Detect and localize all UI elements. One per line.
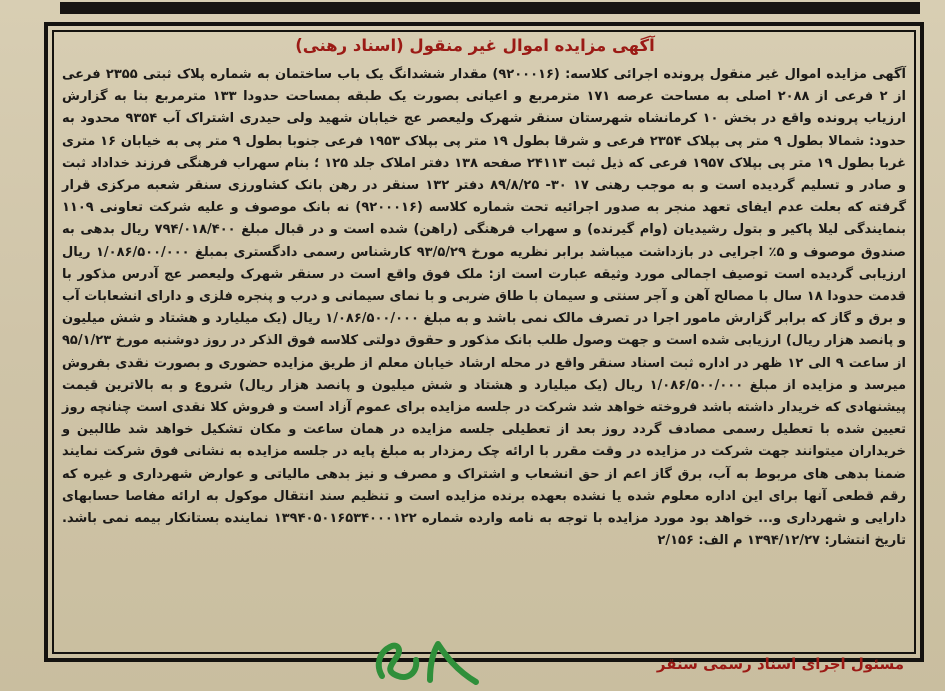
notice-title: آگهی مزایده اموال غیر منقول (اسناد رهنی) bbox=[295, 36, 655, 55]
notice-signature: مسئول اجرای اسناد رسمی سنقر bbox=[656, 655, 904, 673]
top-border-bar bbox=[60, 2, 920, 14]
handwritten-number-mark bbox=[368, 636, 488, 688]
notice-body: آگهی مزایده اموال غیر منقول پرونده اجرائی کلاسه: (۹۲۰۰۰۱۶) مقدار ششدانگ یک باب ساختمان به شماره پلاک ثبتی ۲۳۵۵ فرعی از ۲ فرعی از ۲۰۸۸ اصلی به مساحت عرصه ۱۷۱ مترمربع و اعیانی بصورت یک طبقه بمساحت حدودا ۱۳۳ مترمربع بنا به گزارش ارزیاب پرونده واقع در بخش ۱۰ کرمانشاه شهرستان سنقر شهرک ولیعصر عج خیابان شهید ولی حیدری اشتراک آب ۹۳۵۴ محدود به حدود: شمالا بطول ۹ متر پی بپلاک ۲۳۵۴ فرعی و شرقا بطول ۱۹ متر پی بپلاک ۱۹۵۳ فرعی جنوبا بطول ۹ متر پی به خیابان ۱۶ متری غربا بطول ۱۹ متر پی بپلاک ۱۹۵۷ فرعی که ذیل ثبت ۲۴۱۱۳ صفحه ۱۳۸ دفتر املاک جلد ۱۲۵ ؛ بنام سهراب فرهنگی فرزند خداداد ثبت و صادر و تسلیم گردیده است و به موجب رهنی ۱۷ ۳۰- ۸۹/۸/۲۵ دفتر ۱۳۲ سنقر در رهن بانک کشاورزی سنقر شعبه مرکزی قرار گرفته که بعلت عدم ایفای تعهد منجر به صدور اجرائیه تحت شماره کلاسه (۹۲۰۰۰۱۶) نه بانک موصوف و علیه شرکت تعاونی ۱۱۰۹ بنمایندگی لیلا پاکیر و بتول رشیدیان (وام گیرنده) و سهراب فرهنگی (راهن) شده است و در قبال مبلغ ۷۹۴/۰۱۸/۴۰۰ ریال بدهی به صندوق موصوف و ۵٪ اجرایی در بازداشت میباشد برابر نظریه مورخ ۹۳/۵/۲۹ کارشناس رسمی دادگستری بمبلغ ۱/۰۸۶/۵۰۰/۰۰۰ ریال ارزیابی گردیده است توصیف اجمالی مورد وثیقه عبارت است از: ملک فوق واقع است در سنقر شهرک ولیعصر عج آدرس مذکور با قدمت حدودا ۱۸ سال با مصالح آهن و آجر سنتی و سیمان با طاق ضربی و با نمای سیمانی و درب و پنجره فلزی و دارای انشعابات آب و برق و گاز که برابر گزارش مامور اجرا در تصرف مالک نمی باشد و به مبلغ ۱/۰۸۶/۵۰۰/۰۰۰ ریال (یک میلیارد و هشتاد و شش میلیون و پانصد هزار ریال) ارزیابی شده است و جهت وصول طلب بانک مذکور و حقوق دولتی کلاسه فوق الذکر در روز دوشنبه مورخ ۹۵/۱/۲۳ از ساعت ۹ الی ۱۲ ظهر در اداره ثبت اسناد سنقر واقع در محله ارشاد خیابان معلم از طریق مزایده حضوری و بصورت نقدی بفروش میرسد و مزایده از مبلغ ۱/۰۸۶/۵۰۰/۰۰۰ ریال (یک میلیارد و هشتاد و شش میلیون و پانصد هزار ریال) شروع و به بالاترین قیمت پیشنهادی که خریدار داشته باشد فروخته خواهد شد شرکت در جلسه مزایده برای عموم آزاد است و فروش کلا نقدی است چنانچه روز تعیین شده با تعطیل رسمی مصادف گردد روز بعد از تعطیلی جلسه مزایده در همان ساعت و مکان تشکیل خواهد شد طالبین و خریداران میتوانند جهت شرکت در مزایده در وقت مقرر با ارائه چک رمزدار به مبلغ پایه در جلسه مزایده به نشانی فوق شرکت نمایند ضمنا بدهی های مربوط به آب، برق گاز اعم از حق انشعاب و اشتراک و مصرف و نیز بدهی مالیاتی و عوارض شهرداری و غیره که رقم قطعی آنها برای این اداره معلوم شده یا نشده بعهده برنده مزایده است و تنظیم سند انتقال موکول به ارائه مفاصا حسابهای دارایی و شهرداری و... خواهد بود مورد مزایده با توجه به نامه وارده شماره ۱۳۹۴۰۵۰۱۶۵۳۴۰۰۰۱۲۲ نماینده بستانکار بیمه نمی باشد. تاریخ انتشار: ۱۳۹۴/۱۲/۲۷ م الف: ۲/۱۵۶ bbox=[62, 67, 907, 549]
